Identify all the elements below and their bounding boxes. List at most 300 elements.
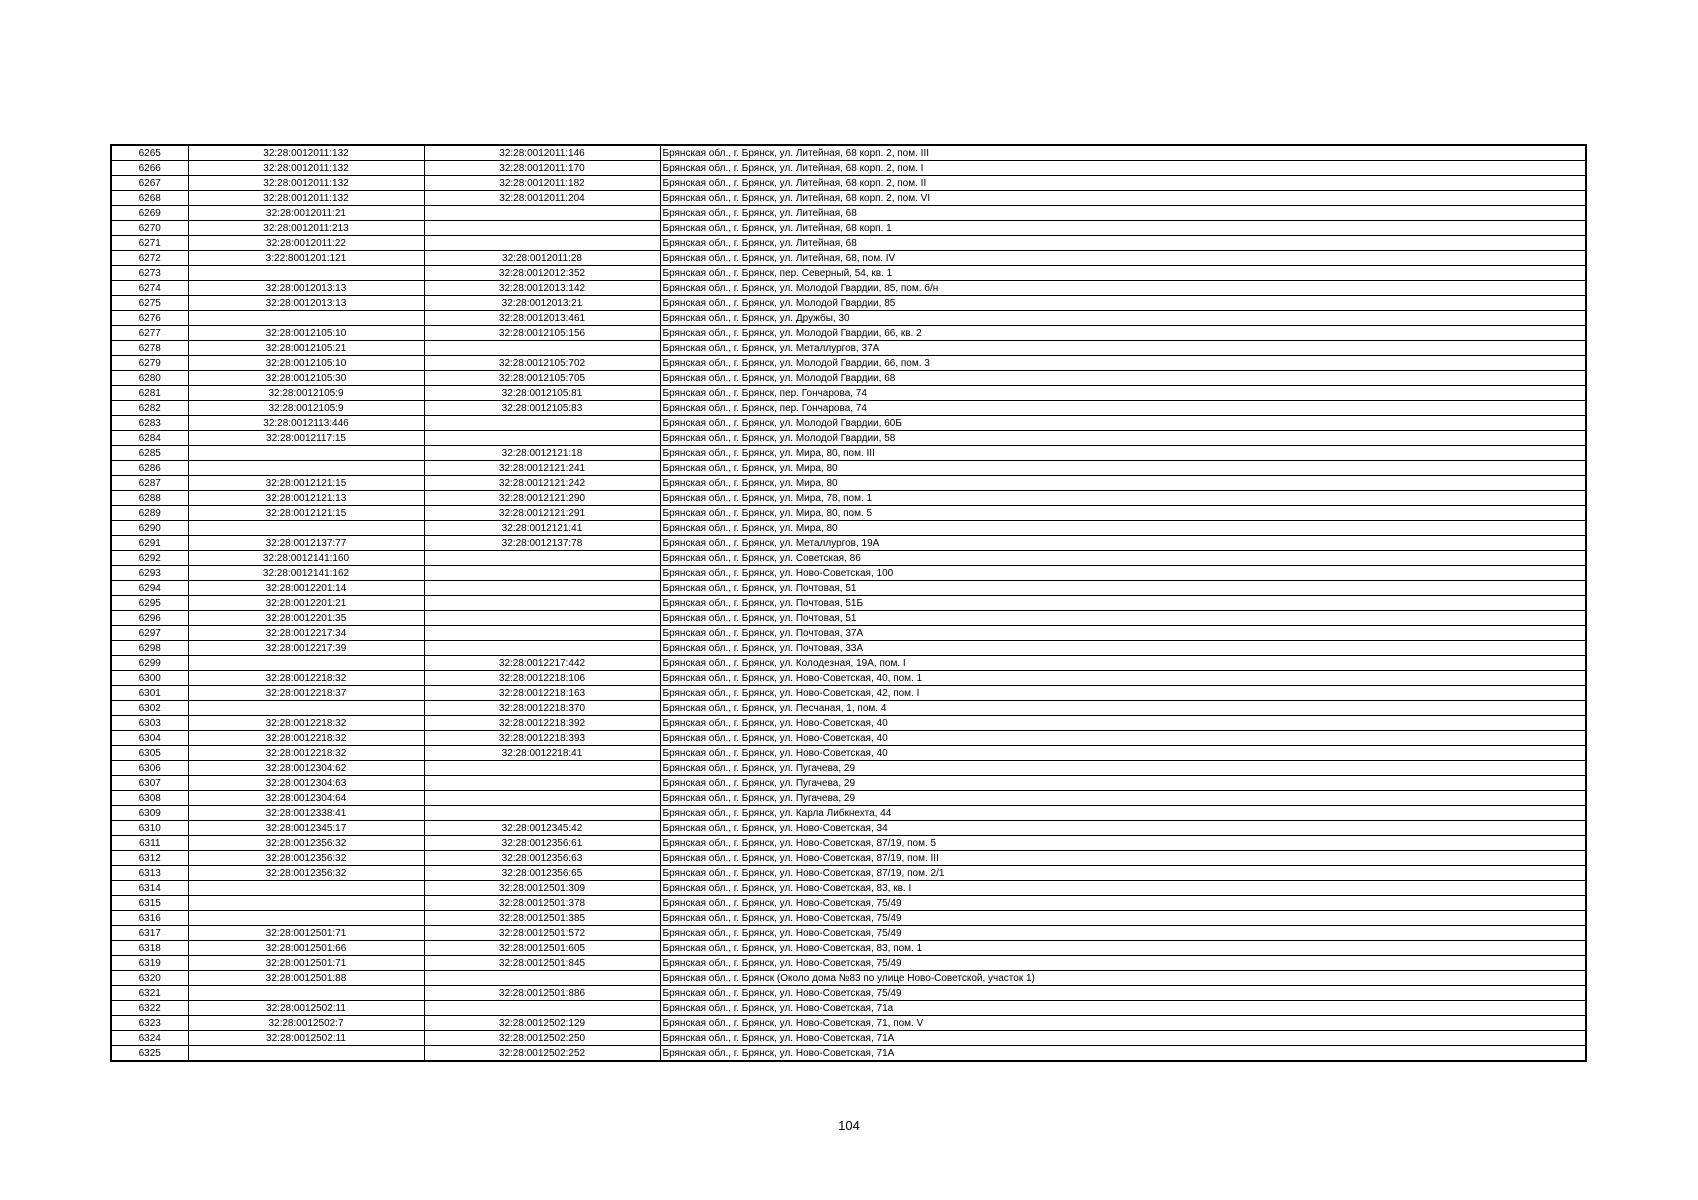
row-number-cell: 6281 [111,386,188,401]
row-number-cell: 6315 [111,896,188,911]
cadastral-number-object-cell: 32:28:0012218:106 [424,671,660,686]
table-row [111,581,1586,596]
row-number-cell: 6278 [111,341,188,356]
cadastral-number-object-cell [424,431,660,446]
cadastral-number-object-cell: 32:28:0012121:291 [424,506,660,521]
address-cell: Брянская обл., г. Брянск, пер. Гончарова, 74 [660,386,1586,401]
address-cell: Брянская обл., г. Брянск, ул. Литейная, 68 корп. 2, пом. VI [660,191,1586,206]
address-cell: Брянская обл., г. Брянск, ул. Колодезная, 19А, пом. I [660,656,1586,671]
cadastral-number-object-cell: 32:28:0012356:61 [424,836,660,851]
cadastral-number-parcel-cell: 32:28:0012501:66 [188,941,424,956]
cadastral-number-object-cell: 32:28:0012121:290 [424,491,660,506]
cadastral-number-object-cell [424,416,660,431]
cadastral-number-object-cell: 32:28:0012105:83 [424,401,660,416]
cadastral-number-object-cell: 32:28:0012121:41 [424,521,660,536]
table-row [111,251,1586,266]
cadastral-number-parcel-cell: 32:28:0012218:32 [188,746,424,761]
address-cell: Брянская обл., г. Брянск, ул. Литейная, 68, пом. IV [660,251,1586,266]
cadastral-number-object-cell [424,641,660,656]
row-number-cell: 6295 [111,596,188,611]
address-cell: Брянская обл., г. Брянск, ул. Ново-Советская, 40 [660,746,1586,761]
cadastral-number-parcel-cell: 32:28:0012113:446 [188,416,424,431]
cadastral-number-parcel-cell: 32:28:0012105:30 [188,371,424,386]
cadastral-number-object-cell [424,611,660,626]
row-number-cell: 6317 [111,926,188,941]
row-number-cell: 6296 [111,611,188,626]
table-row [111,461,1586,476]
cadastral-number-parcel-cell [188,701,424,716]
cadastral-number-object-cell: 32:28:0012121:242 [424,476,660,491]
row-number-cell: 6293 [111,566,188,581]
address-cell: Брянская обл., г. Брянск, ул. Советская, 86 [660,551,1586,566]
row-number-cell: 6286 [111,461,188,476]
table-row [111,281,1586,296]
table-row [111,371,1586,386]
table-row [111,236,1586,251]
table-row [111,761,1586,776]
cadastral-number-parcel-cell: 32:28:0012201:14 [188,581,424,596]
cadastral-number-parcel-cell: 32:28:0012011:22 [188,236,424,251]
table-row [111,145,1586,161]
table-row [111,836,1586,851]
cadastral-number-object-cell: 32:28:0012105:81 [424,386,660,401]
address-cell: Брянская обл., г. Брянск, ул. Пугачева, 29 [660,791,1586,806]
address-cell: Брянская обл., г. Брянск, ул. Ново-Советская, 87/19, пом. 2/1 [660,866,1586,881]
table-row [111,671,1586,686]
row-number-cell: 6302 [111,701,188,716]
row-number-cell: 6291 [111,536,188,551]
cadastral-number-parcel-cell: 3:22:8001201:121 [188,251,424,266]
cadastral-number-object-cell [424,551,660,566]
cadastral-number-object-cell [424,776,660,791]
cadastral-number-object-cell [424,236,660,251]
cadastral-number-parcel-cell: 32:28:0012011:21 [188,206,424,221]
cadastral-number-object-cell: 32:28:0012501:378 [424,896,660,911]
row-number-cell: 6292 [111,551,188,566]
cadastral-number-parcel-cell [188,266,424,281]
table-row [111,656,1586,671]
cadastral-number-parcel-cell [188,881,424,896]
cadastral-number-object-cell: 32:28:0012502:252 [424,1046,660,1062]
cadastral-number-object-cell: 32:28:0012356:63 [424,851,660,866]
row-number-cell: 6300 [111,671,188,686]
address-cell: Брянская обл., г. Брянск, ул. Ново-Советская, 42, пом. I [660,686,1586,701]
row-number-cell: 6307 [111,776,188,791]
cadastral-number-object-cell: 32:28:0012011:170 [424,161,660,176]
cadastral-number-object-cell [424,341,660,356]
cadastral-number-object-cell: 32:28:0012501:385 [424,911,660,926]
cadastral-number-parcel-cell: 32:28:0012345:17 [188,821,424,836]
registry-table [110,144,1587,1062]
registry-table-body [111,145,1586,1061]
table-row [111,1031,1586,1046]
address-cell: Брянская обл., г. Брянск, ул. Молодой Гвардии, 85, пом. б/н [660,281,1586,296]
row-number-cell: 6297 [111,626,188,641]
cadastral-number-object-cell [424,761,660,776]
cadastral-number-object-cell [424,221,660,236]
cadastral-number-object-cell [424,581,660,596]
cadastral-number-object-cell: 32:28:0012013:461 [424,311,660,326]
row-number-cell: 6271 [111,236,188,251]
address-cell: Брянская обл., г. Брянск, ул. Мира, 80 [660,521,1586,536]
row-number-cell: 6267 [111,176,188,191]
row-number-cell: 6287 [111,476,188,491]
row-number-cell: 6268 [111,191,188,206]
cadastral-number-parcel-cell: 32:28:0012218:32 [188,731,424,746]
table-row [111,866,1586,881]
table-row [111,356,1586,371]
cadastral-number-object-cell: 32:28:0012502:129 [424,1016,660,1031]
cadastral-number-object-cell: 32:28:0012105:705 [424,371,660,386]
cadastral-number-parcel-cell: 32:28:0012501:71 [188,926,424,941]
row-number-cell: 6310 [111,821,188,836]
table-row [111,716,1586,731]
table-row [111,386,1586,401]
table-row [111,446,1586,461]
address-cell: Брянская обл., г. Брянск, ул. Молодой Гвардии, 66, кв. 2 [660,326,1586,341]
row-number-cell: 6279 [111,356,188,371]
table-row [111,476,1586,491]
table-row [111,956,1586,971]
cadastral-number-parcel-cell: 32:28:0012117:15 [188,431,424,446]
cadastral-number-parcel-cell [188,986,424,1001]
table-row [111,551,1586,566]
row-number-cell: 6285 [111,446,188,461]
address-cell: Брянская обл., г. Брянск, ул. Почтовая, 51 [660,611,1586,626]
row-number-cell: 6266 [111,161,188,176]
address-cell: Брянская обл., г. Брянск, ул. Почтовая, 51Б [660,596,1586,611]
cadastral-number-object-cell: 32:28:0012011:182 [424,176,660,191]
address-cell: Брянская обл., г. Брянск, ул. Карла Либкнехта, 44 [660,806,1586,821]
cadastral-number-object-cell: 32:28:0012501:605 [424,941,660,956]
row-number-cell: 6308 [111,791,188,806]
cadastral-number-object-cell: 32:28:0012218:392 [424,716,660,731]
table-row [111,641,1586,656]
address-cell: Брянская обл., г. Брянск, ул. Молодой Гвардии, 68 [660,371,1586,386]
address-cell: Брянская обл., г. Брянск, ул. Мира, 80 [660,476,1586,491]
table-row [111,221,1586,236]
table-row [111,791,1586,806]
address-cell: Брянская обл., г. Брянск, ул. Ново-Советская, 75/49 [660,986,1586,1001]
cadastral-number-object-cell [424,1001,660,1016]
address-cell: Брянская обл., г. Брянск, ул. Песчаная, 1, пом. 4 [660,701,1586,716]
table-row [111,806,1586,821]
cadastral-number-parcel-cell: 32:28:0012338:41 [188,806,424,821]
row-number-cell: 6288 [111,491,188,506]
cadastral-number-parcel-cell: 32:28:0012304:64 [188,791,424,806]
cadastral-number-parcel-cell: 32:28:0012011:132 [188,145,424,161]
table-row [111,206,1586,221]
row-number-cell: 6322 [111,1001,188,1016]
table-row [111,326,1586,341]
table-row [111,431,1586,446]
address-cell: Брянская обл., г. Брянск, ул. Пугачева, 29 [660,776,1586,791]
address-cell: Брянская обл., г. Брянск, ул. Молодой Гвардии, 58 [660,431,1586,446]
cadastral-number-object-cell: 32:28:0012137:78 [424,536,660,551]
cadastral-number-object-cell: 32:28:0012501:309 [424,881,660,896]
row-number-cell: 6294 [111,581,188,596]
row-number-cell: 6325 [111,1046,188,1062]
table-row [111,1001,1586,1016]
cadastral-number-object-cell: 32:28:0012218:41 [424,746,660,761]
address-cell: Брянская обл., г. Брянск, ул. Ново-Советская, 40 [660,716,1586,731]
row-number-cell: 6324 [111,1031,188,1046]
address-cell: Брянская обл., г. Брянск, ул. Ново-Советская, 87/19, пом. 5 [660,836,1586,851]
row-number-cell: 6282 [111,401,188,416]
table-row [111,701,1586,716]
cadastral-number-parcel-cell [188,521,424,536]
table-row [111,971,1586,986]
cadastral-number-parcel-cell: 32:28:0012105:10 [188,356,424,371]
cadastral-number-object-cell: 32:28:0012011:204 [424,191,660,206]
table-row [111,176,1586,191]
cadastral-number-parcel-cell: 32:28:0012218:37 [188,686,424,701]
cadastral-number-parcel-cell: 32:28:0012141:160 [188,551,424,566]
table-row [111,521,1586,536]
address-cell: Брянская обл., г. Брянск, ул. Литейная, 68 [660,206,1586,221]
cadastral-number-parcel-cell: 32:28:0012201:21 [188,596,424,611]
cadastral-number-parcel-cell: 32:28:0012218:32 [188,716,424,731]
row-number-cell: 6306 [111,761,188,776]
address-cell: Брянская обл., г. Брянск, ул. Литейная, 68 [660,236,1586,251]
table-row [111,191,1586,206]
table-row [111,731,1586,746]
table-row [111,686,1586,701]
cadastral-number-parcel-cell: 32:28:0012356:32 [188,851,424,866]
table-row [111,896,1586,911]
row-number-cell: 6316 [111,911,188,926]
row-number-cell: 6270 [111,221,188,236]
row-number-cell: 6269 [111,206,188,221]
cadastral-number-parcel-cell: 32:28:0012011:132 [188,161,424,176]
row-number-cell: 6275 [111,296,188,311]
cadastral-number-parcel-cell: 32:28:0012501:71 [188,956,424,971]
address-cell: Брянская обл., г. Брянск, ул. Молодой Гвардии, 66, пом. 3 [660,356,1586,371]
cadastral-number-object-cell [424,626,660,641]
address-cell: Брянская обл., г. Брянск, ул. Ново-Советская, 75/49 [660,896,1586,911]
cadastral-number-parcel-cell: 32:28:0012011:132 [188,191,424,206]
address-cell: Брянская обл., г. Брянск, пер. Гончарова, 74 [660,401,1586,416]
address-cell: Брянская обл., г. Брянск, ул. Ново-Советская, 75/49 [660,911,1586,926]
cadastral-number-object-cell: 32:28:0012218:370 [424,701,660,716]
cadastral-number-parcel-cell [188,311,424,326]
cadastral-number-parcel-cell: 32:28:0012217:39 [188,641,424,656]
cadastral-number-object-cell: 32:28:0012105:702 [424,356,660,371]
address-cell: Брянская обл., г. Брянск, ул. Ново-Советская, 34 [660,821,1586,836]
address-cell: Брянская обл., г. Брянск, ул. Ново-Советская, 83, кв. I [660,881,1586,896]
address-cell: Брянская обл., г. Брянск, ул. Литейная, 68 корп. 2, пом. III [660,145,1586,161]
address-cell: Брянская обл., г. Брянск, ул. Ново-Советская, 83, пом. 1 [660,941,1586,956]
address-cell: Брянская обл., г. Брянск, ул. Мира, 80, пом. 5 [660,506,1586,521]
row-number-cell: 6284 [111,431,188,446]
row-number-cell: 6304 [111,731,188,746]
address-cell: Брянская обл., г. Брянск, ул. Ново-Советская, 40 [660,731,1586,746]
cadastral-number-object-cell: 32:28:0012011:146 [424,145,660,161]
row-number-cell: 6272 [111,251,188,266]
address-cell: Брянская обл., г. Брянск, ул. Ново-Советская, 100 [660,566,1586,581]
table-row [111,911,1586,926]
address-cell: Брянская обл., г. Брянск, ул. Литейная, 68 корп. 2, пом. II [660,176,1586,191]
row-number-cell: 6321 [111,986,188,1001]
cadastral-number-parcel-cell: 32:28:0012304:63 [188,776,424,791]
address-cell: Брянская обл., г. Брянск, ул. Молодой Гвардии, 60Б [660,416,1586,431]
table-row [111,1046,1586,1062]
cadastral-number-object-cell: 32:28:0012218:393 [424,731,660,746]
table-row [111,311,1586,326]
table-row [111,491,1586,506]
cadastral-number-parcel-cell: 32:28:0012137:77 [188,536,424,551]
row-number-cell: 6290 [111,521,188,536]
cadastral-number-parcel-cell: 32:28:0012011:132 [188,176,424,191]
row-number-cell: 6314 [111,881,188,896]
table-row [111,986,1586,1001]
row-number-cell: 6265 [111,145,188,161]
row-number-cell: 6303 [111,716,188,731]
table-row [111,161,1586,176]
address-cell: Брянская обл., г. Брянск, ул. Пугачева, 29 [660,761,1586,776]
cadastral-number-object-cell [424,596,660,611]
cadastral-number-parcel-cell: 32:28:0012105:9 [188,401,424,416]
cadastral-number-parcel-cell [188,911,424,926]
table-row [111,506,1586,521]
cadastral-number-parcel-cell: 32:28:0012502:11 [188,1031,424,1046]
table-row [111,1016,1586,1031]
table-row [111,566,1586,581]
address-cell: Брянская обл., г. Брянск, ул. Дружбы, 30 [660,311,1586,326]
table-row [111,416,1586,431]
cadastral-number-parcel-cell: 32:28:0012105:9 [188,386,424,401]
row-number-cell: 6312 [111,851,188,866]
cadastral-number-object-cell: 32:28:0012501:886 [424,986,660,1001]
cadastral-number-object-cell: 32:28:0012502:250 [424,1031,660,1046]
row-number-cell: 6276 [111,311,188,326]
row-number-cell: 6298 [111,641,188,656]
table-row [111,746,1586,761]
cadastral-number-parcel-cell: 32:28:0012502:7 [188,1016,424,1031]
address-cell: Брянская обл., г. Брянск, ул. Мира, 78, пом. 1 [660,491,1586,506]
cadastral-number-parcel-cell: 32:28:0012356:32 [188,866,424,881]
cadastral-number-object-cell: 32:28:0012345:42 [424,821,660,836]
cadastral-number-parcel-cell [188,446,424,461]
address-cell: Брянская обл., г. Брянск, ул. Почтовая, 37А [660,626,1586,641]
row-number-cell: 6277 [111,326,188,341]
address-cell: Брянская обл., г. Брянск, ул. Мира, 80 [660,461,1586,476]
table-row [111,611,1586,626]
table-row [111,536,1586,551]
cadastral-number-object-cell: 32:28:0012501:845 [424,956,660,971]
table-row [111,941,1586,956]
cadastral-number-parcel-cell: 32:28:0012011:213 [188,221,424,236]
row-number-cell: 6274 [111,281,188,296]
table-row [111,881,1586,896]
cadastral-number-parcel-cell: 32:28:0012121:15 [188,476,424,491]
address-cell: Брянская обл., г. Брянск, ул. Почтовая, 51 [660,581,1586,596]
page-number: 104 [838,1118,860,1133]
address-cell: Брянская обл., г. Брянск, ул. Молодой Гвардии, 85 [660,296,1586,311]
row-number-cell: 6318 [111,941,188,956]
row-number-cell: 6280 [111,371,188,386]
row-number-cell: 6305 [111,746,188,761]
address-cell: Брянская обл., г. Брянск, ул. Ново-Советская, 75/49 [660,926,1586,941]
cadastral-number-parcel-cell: 32:28:0012141:162 [188,566,424,581]
address-cell: Брянская обл., г. Брянск, ул. Ново-Советская, 75/49 [660,956,1586,971]
cadastral-number-object-cell: 32:28:0012012:352 [424,266,660,281]
address-cell: Брянская обл., г. Брянск, ул. Литейная, 68 корп. 2, пом. I [660,161,1586,176]
table-row [111,596,1586,611]
cadastral-number-parcel-cell [188,461,424,476]
row-number-cell: 6313 [111,866,188,881]
address-cell: Брянская обл., г. Брянск, ул. Ново-Советская, 71А [660,1046,1586,1062]
row-number-cell: 6273 [111,266,188,281]
cadastral-number-parcel-cell: 32:28:0012217:34 [188,626,424,641]
cadastral-number-object-cell: 32:28:0012013:142 [424,281,660,296]
address-cell: Брянская обл., г. Брянск, ул. Литейная, 68 корп. 1 [660,221,1586,236]
address-cell: Брянская обл., г. Брянск, пер. Северный, 54, кв. 1 [660,266,1586,281]
table-row [111,851,1586,866]
table-row [111,266,1586,281]
address-cell: Брянская обл., г. Брянск, ул. Ново-Советская, 71а [660,1001,1586,1016]
address-cell: Брянская обл., г. Брянск, ул. Ново-Советская, 40, пом. 1 [660,671,1586,686]
table-row [111,341,1586,356]
address-cell: Брянская обл., г. Брянск (Около дома №83 по улице Ново-Советской, участок 1) [660,971,1586,986]
cadastral-number-object-cell [424,206,660,221]
cadastral-number-object-cell: 32:28:0012105:156 [424,326,660,341]
cadastral-number-parcel-cell: 32:28:0012105:21 [188,341,424,356]
cadastral-number-parcel-cell [188,1046,424,1062]
cadastral-number-object-cell [424,566,660,581]
row-number-cell: 6289 [111,506,188,521]
address-cell: Брянская обл., г. Брянск, ул. Металлургов, 19А [660,536,1586,551]
cadastral-number-parcel-cell: 32:28:0012501:88 [188,971,424,986]
table-row [111,401,1586,416]
cadastral-number-parcel-cell: 32:28:0012201:35 [188,611,424,626]
cadastral-number-object-cell: 32:28:0012011:28 [424,251,660,266]
row-number-cell: 6301 [111,686,188,701]
cadastral-number-parcel-cell: 32:28:0012121:15 [188,506,424,521]
row-number-cell: 6319 [111,956,188,971]
address-cell: Брянская обл., г. Брянск, ул. Почтовая, 33А [660,641,1586,656]
table-row [111,821,1586,836]
cadastral-number-parcel-cell: 32:28:0012013:13 [188,296,424,311]
cadastral-number-parcel-cell: 32:28:0012502:11 [188,1001,424,1016]
cadastral-number-object-cell: 32:28:0012356:65 [424,866,660,881]
cadastral-number-object-cell: 32:28:0012218:163 [424,686,660,701]
cadastral-number-parcel-cell: 32:28:0012121:13 [188,491,424,506]
address-cell: Брянская обл., г. Брянск, ул. Мира, 80, пом. III [660,446,1586,461]
cadastral-number-object-cell: 32:28:0012121:18 [424,446,660,461]
cadastral-number-parcel-cell [188,656,424,671]
cadastral-number-object-cell: 32:28:0012121:241 [424,461,660,476]
cadastral-number-object-cell: 32:28:0012013:21 [424,296,660,311]
address-cell: Брянская обл., г. Брянск, ул. Ново-Советская, 71, пом. V [660,1016,1586,1031]
row-number-cell: 6299 [111,656,188,671]
cadastral-number-parcel-cell: 32:28:0012304:62 [188,761,424,776]
cadastral-number-object-cell: 32:28:0012217:442 [424,656,660,671]
cadastral-number-object-cell [424,806,660,821]
cadastral-number-object-cell [424,791,660,806]
table-row [111,926,1586,941]
row-number-cell: 6323 [111,1016,188,1031]
cadastral-number-parcel-cell: 32:28:0012356:32 [188,836,424,851]
cadastral-number-parcel-cell: 32:28:0012105:10 [188,326,424,341]
cadastral-number-parcel-cell: 32:28:0012013:13 [188,281,424,296]
address-cell: Брянская обл., г. Брянск, ул. Ново-Советская, 87/19, пом. III [660,851,1586,866]
row-number-cell: 6309 [111,806,188,821]
row-number-cell: 6320 [111,971,188,986]
cadastral-number-parcel-cell: 32:28:0012218:32 [188,671,424,686]
row-number-cell: 6311 [111,836,188,851]
table-row [111,626,1586,641]
